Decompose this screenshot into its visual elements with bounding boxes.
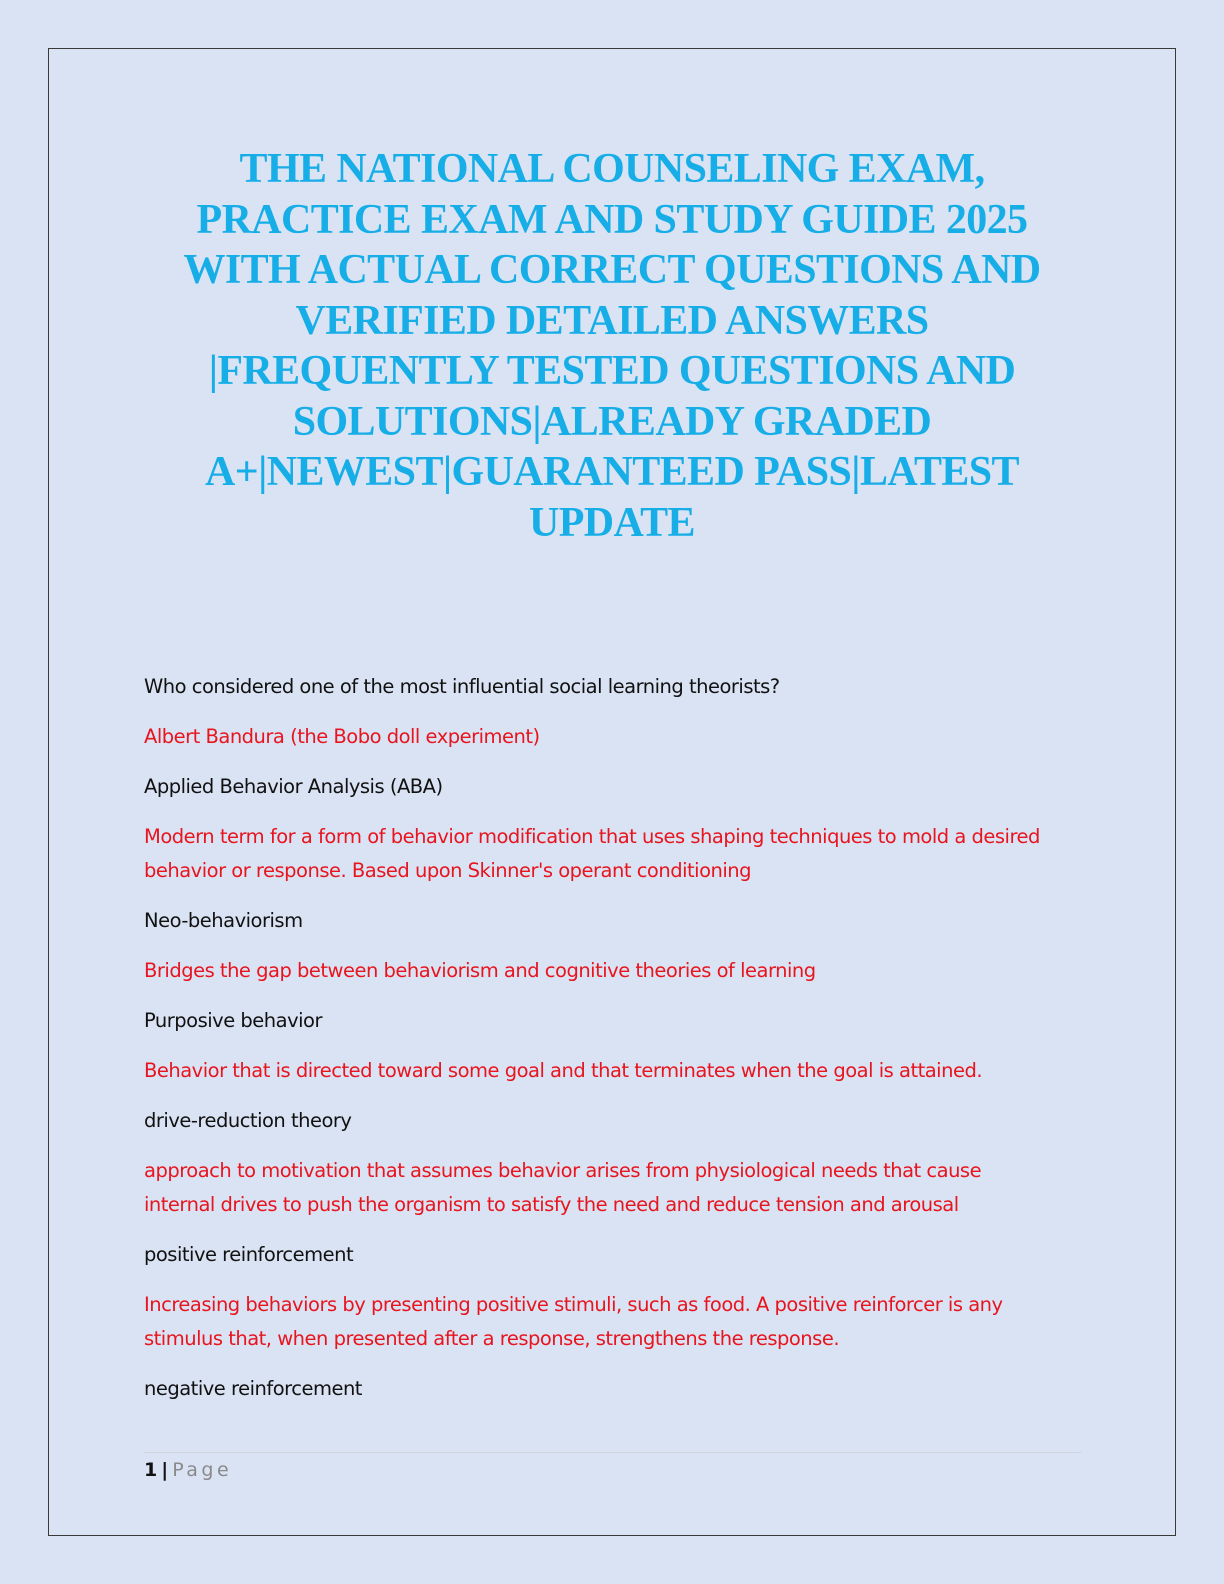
title-line: SOLUTIONS|ALREADY GRADED	[292, 398, 932, 445]
title-line: PRACTICE EXAM AND STUDY GUIDE 2025	[196, 196, 1028, 243]
question-text: positive reinforcement	[144, 1243, 354, 1266]
answer-text: Bridges the gap between behaviorism and cognitive theories of learning	[144, 959, 816, 982]
question-text: Neo-behaviorism	[144, 909, 303, 932]
answer-text: Modern term for a form of behavior modification that uses shaping techniques to mold a desired behavior or response. Based upon Skinner's operant conditioning	[144, 825, 1040, 882]
question-text: negative reinforcement	[144, 1377, 362, 1400]
title-line: VERIFIED DETAILED ANSWERS	[295, 297, 929, 344]
document-title	[150, 144, 1074, 548]
footer-separator: |	[161, 1459, 169, 1481]
title-line: A+|NEWEST|GUARANTEED PASS|LATEST	[205, 449, 1019, 495]
page-label: Page	[172, 1459, 233, 1481]
answer-text: approach to motivation that assumes behavior arises from physiological needs that cause internal drives to push the organism to satisfy the need and reduce tension and arousal	[144, 1159, 982, 1216]
question-text: drive-reduction theory	[144, 1109, 352, 1132]
title-line: THE NATIONAL COUNSELING EXAM,	[239, 146, 985, 192]
title-line: UPDATE	[529, 499, 695, 546]
question-text: Purposive behavior	[144, 1009, 323, 1032]
title-line: |FREQUENTLY TESTED QUESTIONS AND	[208, 348, 1016, 394]
answer-text: Increasing behaviors by presenting positive stimuli, such as food. A positive reinforcer is any stimulus that, when presented after a response, strengthens the response.	[144, 1293, 1003, 1350]
page-footer	[144, 1456, 232, 1484]
qa-list	[144, 670, 1044, 1422]
question-text: Who considered one of the most influential social learning theorists?	[144, 675, 780, 698]
footer-divider	[144, 1452, 1082, 1453]
answer-text: Behavior that is directed toward some goal and that terminates when the goal is attained.	[144, 1059, 983, 1082]
answer-text: Albert Bandura (the Bobo doll experiment)	[144, 725, 540, 748]
page-number: 1	[144, 1459, 158, 1481]
question-text: Applied Behavior Analysis (ABA)	[144, 775, 443, 798]
title-line: WITH ACTUAL CORRECT QUESTIONS AND	[183, 247, 1041, 293]
